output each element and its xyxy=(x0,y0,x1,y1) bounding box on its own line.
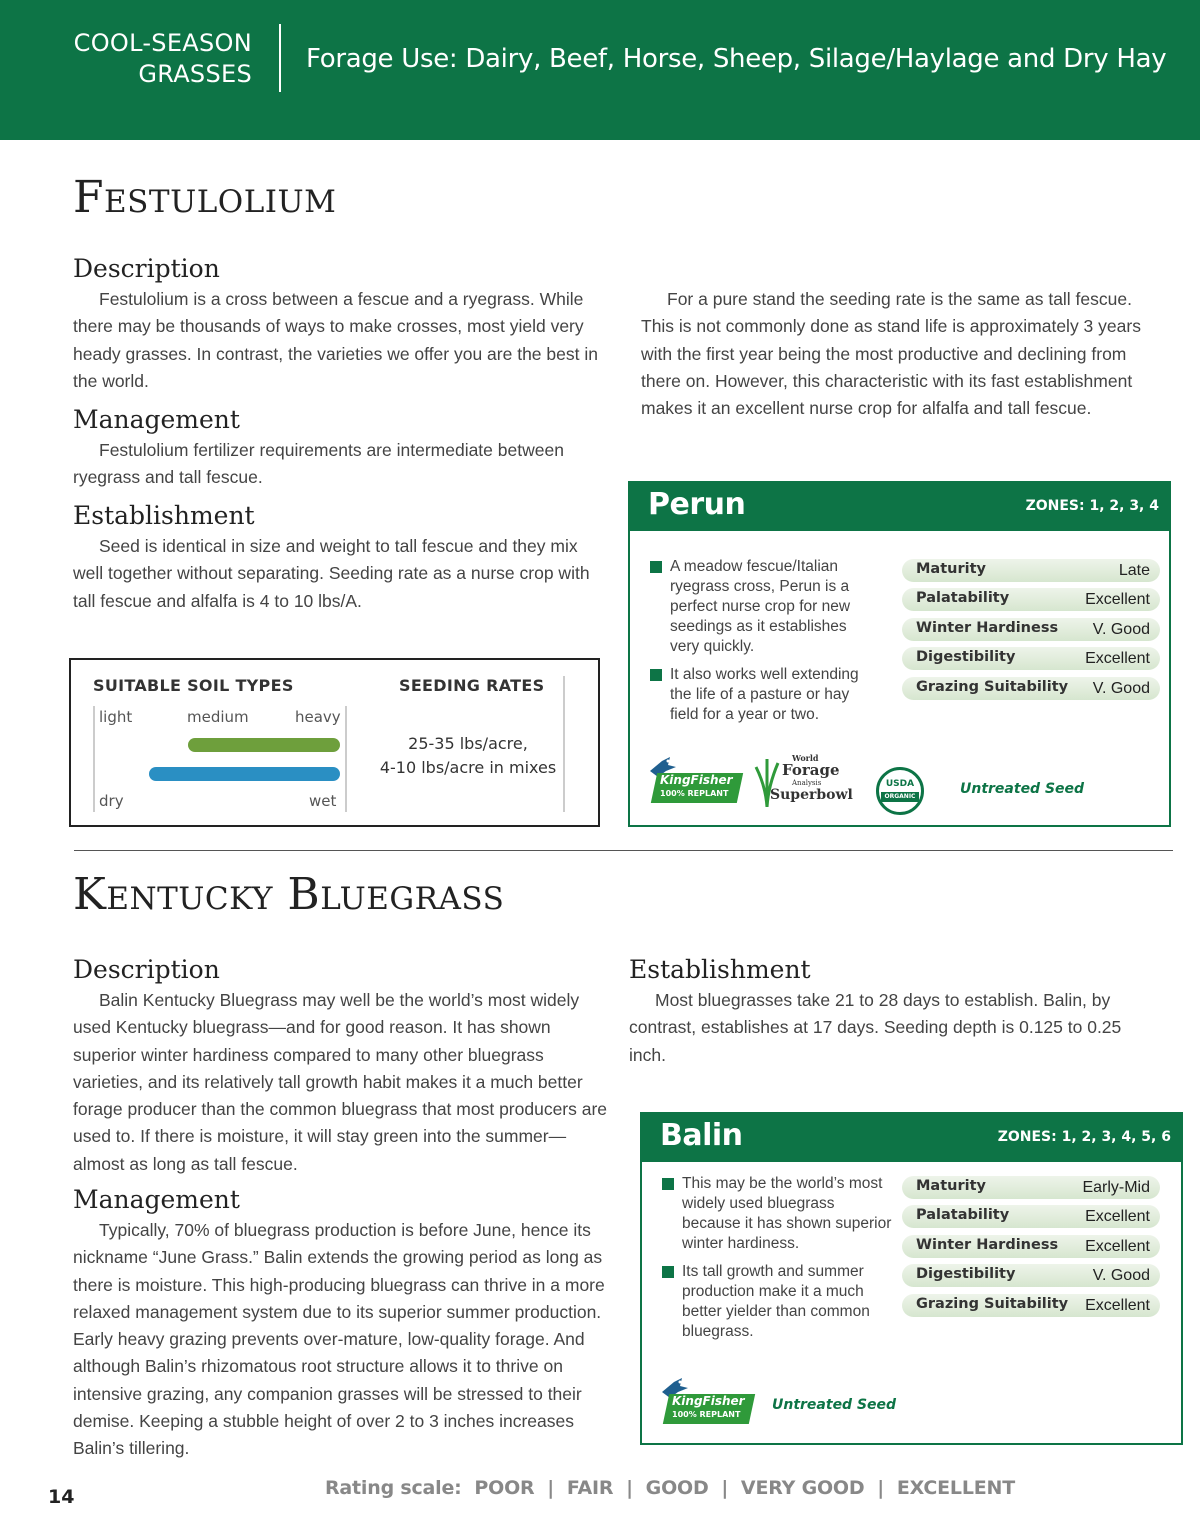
kingfisher-logo xyxy=(660,1376,752,1428)
rating-label: Maturity xyxy=(916,561,986,577)
rating-label: Digestibility xyxy=(916,649,1016,665)
festulolium-description-text xyxy=(73,286,608,395)
festulolium-management-text xyxy=(73,437,608,492)
balin-bullet-text: Its tall growth and summer production make it a much better yielder than common bluegrass. xyxy=(682,1263,870,1340)
perun-rating-winter-hardiness xyxy=(902,618,1160,641)
balin-bullet xyxy=(662,1174,894,1254)
kentucky-management-body: Typically, 70% of bluegrass production is before June, hence its nickname “June Grass.” Balin extends the growing period as long as there is moisture. This high-producing bluegrass can thrive in a more relaxed management system due to its superior summer production. Early heavy grazing prevents over-mature, low-quality forage. And although Balin’s rhizomatous root structure allows it to thrive on intensive grazing, any companion grasses will be stressed to their demise. Keeping a stubble height of over 2 to 3 inches increases Balin’s tillering. xyxy=(73,1220,605,1459)
organic-text: ORGANIC xyxy=(881,792,919,802)
perun-bullet xyxy=(650,557,875,657)
kentucky-bluegrass-title: Kentucky Bluegrass xyxy=(73,869,505,920)
kingfisher-sub: 100% REPLANT xyxy=(672,1410,741,1419)
page-number: 14 xyxy=(48,1486,75,1508)
rating-value: V. Good xyxy=(1092,1267,1150,1284)
perun-bullets xyxy=(650,557,875,733)
kingfisher-sub: 100% REPLANT xyxy=(660,789,729,798)
perun-bullet-text: A meadow fescue/Italian ryegrass cross, Perun is a perfect nurse crop for new seedings as it establishes very quickly. xyxy=(670,558,851,655)
balin-bullets xyxy=(662,1174,894,1350)
wfa-forage: Forage xyxy=(782,761,840,779)
rating-label: Winter Hardiness xyxy=(916,620,1059,636)
soil-heavy-label: heavy xyxy=(295,708,341,726)
balin-rating-winter-hardiness xyxy=(902,1235,1160,1258)
perun-rating-palatability xyxy=(902,588,1160,611)
balin-bullet-text: This may be the world’s most widely used bluegrass because it has shown superior winter hardiness. xyxy=(682,1175,892,1252)
perun-rating-digestibility xyxy=(902,647,1160,670)
balin-rating-palatability xyxy=(902,1205,1160,1228)
rating-label: Winter Hardiness xyxy=(916,1237,1059,1253)
festulolium-description-body: Festulolium is a cross between a fescue and a ryegrass. While there may be thousands of ways to make crosses, most yield very heady grasses. In contrast, the varieties we offer you are the best in the world. xyxy=(73,289,598,391)
section-divider xyxy=(74,850,1173,851)
soil-left-rule xyxy=(93,706,95,812)
rating-label: Palatability xyxy=(916,1207,1010,1223)
balin-card-header xyxy=(642,1114,1181,1162)
soil-moisture-bar xyxy=(149,767,340,781)
festulolium-establishment-text xyxy=(73,533,608,615)
festulolium-right-text xyxy=(641,286,1141,422)
wfa-superbowl: Superbowl xyxy=(770,787,853,803)
bullet-square-icon xyxy=(662,1178,674,1190)
seeding-rates-heading: SEEDING RATES xyxy=(399,676,545,695)
perun-rating-maturity xyxy=(902,559,1160,582)
bullet-square-icon xyxy=(650,561,662,573)
perun-name: Perun xyxy=(648,487,746,522)
soil-right-rule xyxy=(345,706,347,812)
kentucky-establishment-heading: Establishment xyxy=(629,955,811,984)
balin-untreated-seed: Untreated Seed xyxy=(772,1397,897,1413)
soil-wet-label: wet xyxy=(309,792,337,810)
soil-texture-bar xyxy=(188,738,340,752)
wfa-analysis: Analysis xyxy=(792,779,822,787)
rating-label: Digestibility xyxy=(916,1266,1016,1282)
rating-value: Excellent xyxy=(1085,591,1150,608)
kentucky-management-heading: Management xyxy=(73,1185,240,1214)
wfa-world: World xyxy=(792,753,819,763)
balin-bullet xyxy=(662,1262,894,1342)
balin-rating-digestibility xyxy=(902,1264,1160,1287)
rating-label: Grazing Suitability xyxy=(916,1296,1069,1312)
balin-name: Balin xyxy=(660,1118,743,1153)
perun-bullet-text: It also works well extending the life of a pasture or hay field for a year or two. xyxy=(670,666,859,723)
seeding-right-rule xyxy=(563,676,565,812)
balin-rating-maturity xyxy=(902,1176,1160,1199)
kentucky-management-text xyxy=(73,1217,608,1463)
rating-value: V. Good xyxy=(1092,680,1150,697)
usda-text: USDA xyxy=(885,779,915,789)
festulolium-establishment-body: Seed is identical in size and weight to tall fescue and they mix well together without separating. Seeding rate as a nurse crop with tall fescue and alfalfa is 4 to 10 lbs/A. xyxy=(73,536,590,611)
kentucky-establishment-text xyxy=(629,987,1154,1069)
festulolium-description-heading: Description xyxy=(73,254,220,283)
category-line-1: COOL-SEASON xyxy=(73,29,252,57)
world-forage-superbowl-logo xyxy=(754,753,853,811)
soil-seeding-box xyxy=(69,658,600,827)
bullet-square-icon xyxy=(662,1266,674,1278)
page-header xyxy=(0,0,1200,140)
soil-types-heading: SUITABLE SOIL TYPES xyxy=(93,676,294,695)
soil-dry-label: dry xyxy=(99,792,124,810)
kingfisher-name: KingFisher xyxy=(672,1394,745,1408)
rating-label: Palatability xyxy=(916,590,1010,606)
forage-use: Forage Use: Dairy, Beef, Horse, Sheep, Silage/Haylage and Dry Hay xyxy=(306,44,1167,74)
perun-card-header xyxy=(630,483,1169,531)
festulolium-establishment-heading: Establishment xyxy=(73,501,255,530)
category-line-2: GRASSES xyxy=(138,60,252,88)
rating-value: Excellent xyxy=(1085,1297,1150,1314)
festulolium-management-heading: Management xyxy=(73,405,240,434)
soil-medium-label: medium xyxy=(187,708,249,726)
seeding-rate-values xyxy=(373,732,563,780)
kentucky-description-text xyxy=(73,987,608,1178)
rating-value: Late xyxy=(1118,562,1150,579)
rating-label: Grazing Suitability xyxy=(916,679,1069,695)
festulolium-management-body: Festulolium fertilizer requirements are intermediate between ryegrass and tall fescue. xyxy=(73,440,564,488)
balin-rating-grazing-suitability xyxy=(902,1294,1160,1317)
perun-rating-grazing-suitability xyxy=(902,677,1160,700)
usda-organic-seal xyxy=(876,767,924,815)
rating-value: Excellent xyxy=(1085,1208,1150,1225)
kingfisher-logo xyxy=(648,755,740,807)
seeding-rate-line-2: 4-10 lbs/acre in mixes xyxy=(379,758,557,777)
soil-light-label: light xyxy=(99,708,133,726)
festulolium-title: Festulolium xyxy=(73,172,337,223)
header-divider xyxy=(279,24,281,92)
rating-value: V. Good xyxy=(1092,621,1150,638)
kentucky-description-body: Balin Kentucky Bluegrass may well be the world’s most widely used Kentucky bluegrass—and for good reason. It has shown superior winter hardiness compared to many other bluegrass varieties, and its relatively tall growth habit makes it a much better forage producer than the common bluegrass that most producers are used to. If there is moisture, it will stay green into the summer—almost as long as tall fescue. xyxy=(73,990,608,1174)
rating-value: Excellent xyxy=(1085,650,1150,667)
perun-bullet xyxy=(650,665,875,725)
rating-label: Maturity xyxy=(916,1178,986,1194)
kentucky-establishment-body: Most bluegrasses take 21 to 28 days to establish. Balin, by contrast, establishes at 17 days. Seeding depth is 0.125 to 0.25 inch. xyxy=(629,990,1122,1065)
perun-card xyxy=(628,481,1171,827)
category-label xyxy=(60,28,252,90)
seeding-rate-line-1: 25-35 lbs/acre, xyxy=(408,734,528,753)
kentucky-description-heading: Description xyxy=(73,955,220,984)
perun-zones: ZONES: 1, 2, 3, 4 xyxy=(1025,498,1159,514)
perun-untreated-seed: Untreated Seed xyxy=(960,781,1085,797)
kingfisher-name: KingFisher xyxy=(660,773,733,787)
festulolium-right-body: For a pure stand the seeding rate is the same as tall fescue. This is not commonly done as stand life is approximately 3 years with the first year being the most productive and declining from there on. However, this characteristic with its fast establishment makes it an excellent nurse crop for alfalfa and tall fescue. xyxy=(641,289,1141,419)
balin-zones: ZONES: 1, 2, 3, 4, 5, 6 xyxy=(997,1129,1171,1145)
rating-value: Excellent xyxy=(1085,1238,1150,1255)
rating-value: Early-Mid xyxy=(1082,1179,1150,1196)
rating-scale: Rating scale: POOR | FAIR | GOOD | VERY GOOD | EXCELLENT xyxy=(325,1477,1015,1499)
bullet-square-icon xyxy=(650,669,662,681)
balin-card xyxy=(640,1112,1183,1445)
